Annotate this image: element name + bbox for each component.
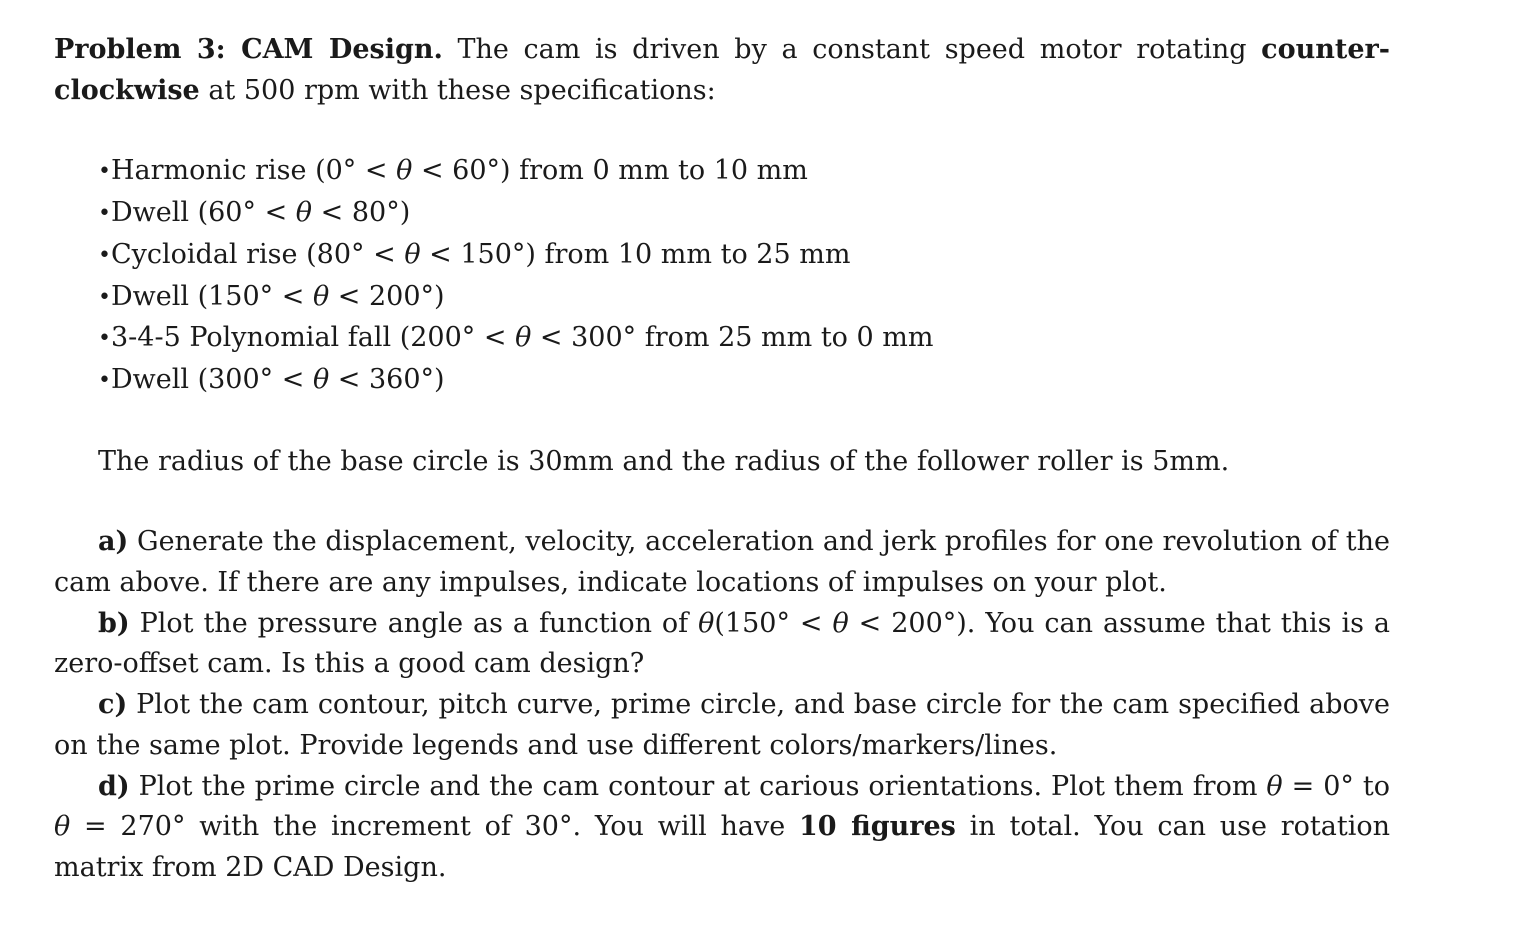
spec-item-dwell-1 xyxy=(98,193,1390,235)
theta-symbol: θ xyxy=(832,607,849,639)
theta-symbol: θ xyxy=(54,811,71,843)
bullet-icon: • xyxy=(98,242,111,268)
part-b-range-open: (150° < xyxy=(714,607,833,639)
part-d-eq1: = 0° to xyxy=(1282,770,1390,802)
theta-symbol: θ xyxy=(515,322,532,354)
spec-range-close: < 300° xyxy=(531,322,637,354)
spec-range-close: < 360°) xyxy=(329,363,445,395)
part-a xyxy=(54,522,1390,603)
intro-text: The cam is driven by a constant speed motor rotating xyxy=(457,34,1247,65)
spec-range-open: (60° < xyxy=(197,197,296,229)
rotation-direction: counter-clockwise xyxy=(54,34,1390,106)
part-a-label: a) xyxy=(98,526,129,558)
spec-label: Harmonic rise xyxy=(110,155,307,187)
part-b xyxy=(54,604,1390,685)
spec-range-close: < 60°) xyxy=(412,155,511,187)
bullet-icon: • xyxy=(98,284,111,310)
intro-rest: at 500 rpm with these specifications: xyxy=(208,74,716,106)
part-d-label: d) xyxy=(98,770,130,802)
spacer xyxy=(54,482,1390,522)
bullet-icon: • xyxy=(98,159,111,185)
part-d-text-before: Plot the prime circle and the cam contour at carious orientations. Plot them from xyxy=(138,770,1267,802)
part-c-text: Plot the cam contour, pitch curve, prime circle, and base circle for the cam specified above on the same plot. Provide legends and use different colors/markers/lines. xyxy=(54,689,1390,761)
spec-list xyxy=(54,151,1390,401)
spec-item-dwell-2 xyxy=(98,277,1390,319)
part-b-text-after: You can assume that this is a zero-offset cam. Is this a good cam design? xyxy=(54,607,1390,680)
problem-heading: Problem 3: CAM Design. xyxy=(54,34,443,65)
spec-item-dwell-3 xyxy=(98,360,1390,402)
part-b-label: b) xyxy=(98,607,130,639)
spec-label: Dwell xyxy=(110,197,189,229)
part-b-text-before: Plot the pressure angle as a function of xyxy=(139,607,699,639)
spacer xyxy=(54,402,1390,442)
spec-detail: from 10 mm to 25 mm xyxy=(544,238,851,270)
part-d xyxy=(54,767,1390,889)
theta-symbol: θ xyxy=(404,238,421,270)
spec-label: 3-4-5 Polynomial fall xyxy=(110,322,392,354)
theta-symbol: θ xyxy=(295,197,313,229)
part-c-label: c) xyxy=(98,689,128,721)
figure-count: 10 figures xyxy=(798,811,956,843)
spacer xyxy=(54,111,1390,151)
spec-range-close: < 150°) xyxy=(420,238,536,270)
bullet-icon: • xyxy=(98,367,111,393)
spec-label: Dwell xyxy=(110,280,189,312)
part-d-text-after: in total. You can use rotation matrix from 2D CAD Design. xyxy=(54,811,1390,883)
radius-statement: The radius of the base circle is 30mm and the radius of the follower roller is 5mm. xyxy=(98,445,1230,477)
theta-symbol: θ xyxy=(312,280,330,312)
spec-range-close: < 80°) xyxy=(312,197,411,229)
spec-detail: from 25 mm to 0 mm xyxy=(644,322,934,354)
document-page xyxy=(54,30,1390,889)
spec-item-harmonic-rise xyxy=(98,151,1390,193)
problem-intro xyxy=(54,30,1390,111)
part-b-range-close: < 200°). xyxy=(848,607,976,639)
spec-detail: from 0 mm to 10 mm xyxy=(519,155,808,187)
theta-symbol: θ xyxy=(396,155,413,187)
bullet-icon: • xyxy=(98,201,111,227)
spec-label: Dwell xyxy=(110,363,189,395)
spec-label: Cycloidal rise xyxy=(110,238,298,270)
spec-item-polynomial-fall xyxy=(98,318,1390,360)
spec-range-open: (200° < xyxy=(399,322,516,354)
spec-range-open: (80° < xyxy=(306,238,405,270)
theta-symbol: θ xyxy=(698,607,715,639)
theta-symbol: θ xyxy=(312,363,330,395)
spec-item-cycloidal-rise xyxy=(98,235,1390,277)
spec-range-open: (150° < xyxy=(197,280,313,312)
spec-range-close: < 200°) xyxy=(329,280,445,312)
spec-range-open: (300° < xyxy=(197,363,313,395)
theta-symbol: θ xyxy=(1266,770,1283,802)
part-d-eq2: = 270° with the increment of 30°. You will have xyxy=(70,811,799,843)
part-c xyxy=(54,685,1390,766)
bullet-icon: • xyxy=(98,326,111,352)
spec-range-open: (0° < xyxy=(315,155,397,187)
part-a-text: Generate the displacement, velocity, acceleration and jerk profiles for one revolution of the cam above. If there are any impulses, indicate locations of impulses on your plot. xyxy=(54,526,1390,599)
